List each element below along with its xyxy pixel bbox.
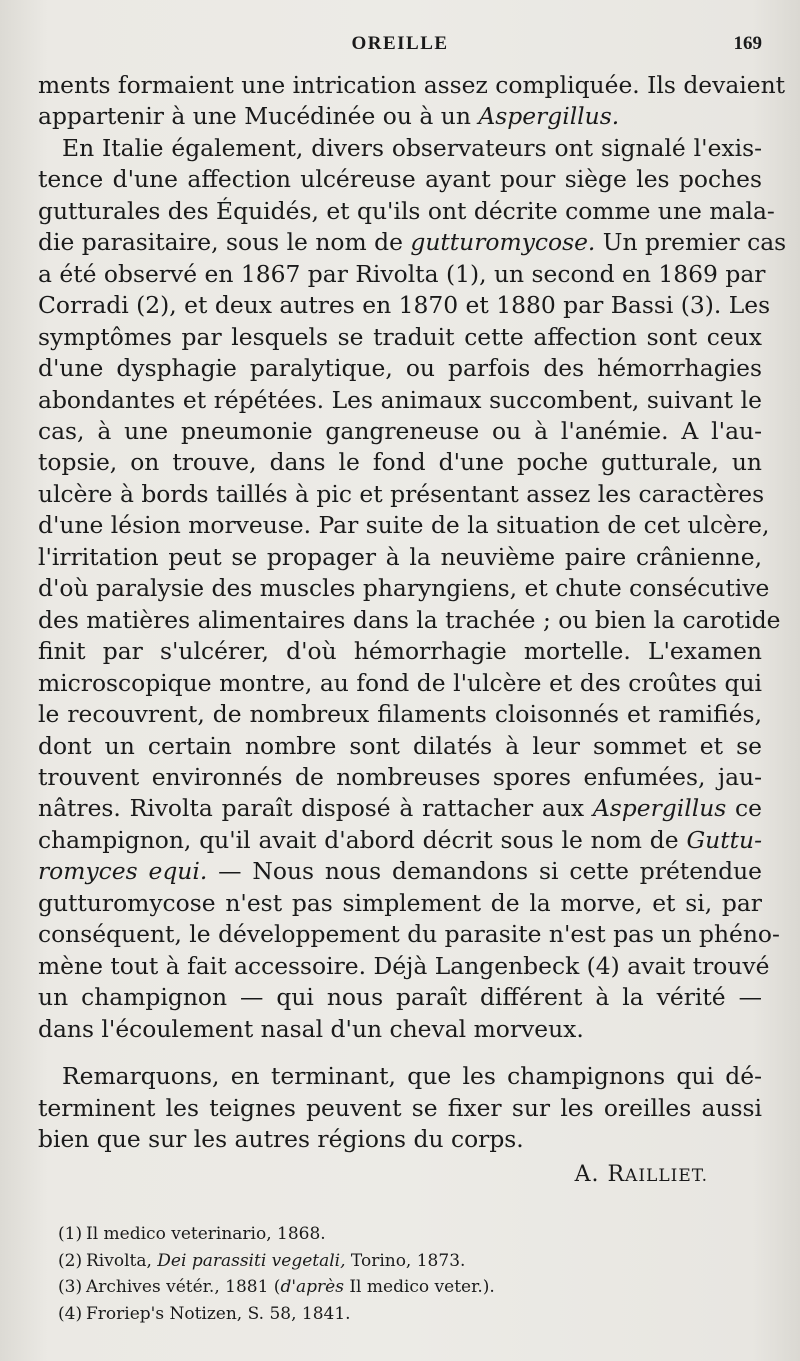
text-line: nâtres. Rivolta paraît disposé à rattacher aux Aspergillus ce xyxy=(38,794,762,823)
text-line: bien que sur les autres régions du corps. xyxy=(38,1124,524,1153)
text-line: a été observé en 1867 par Rivolta (1), un second en 1869 par xyxy=(38,259,766,288)
text-line: d'une lésion morveuse. Par suite de la situation de cet ulcère, xyxy=(38,511,770,540)
text-line: conséquent, le développement du parasite n'est pas un phéno- xyxy=(38,920,780,949)
text-line: d'une dysphagie paralytique, ou parfois des hémorrhagies xyxy=(38,354,762,383)
footnote: (3) Archives vétér., 1881 (d'après Il medico veter.). xyxy=(58,1277,495,1297)
text-line: dont un certain nombre sont dilatés à leur sommet et se xyxy=(38,731,762,760)
footnote: (1) Il medico veterinario, 1868. xyxy=(58,1224,326,1244)
running-head: OREILLE xyxy=(351,33,449,54)
text-line: Remarquons, en terminant, que les champignons qui dé- xyxy=(62,1062,762,1091)
text-line: romyces equi. — Nous nous demandons si cette prétendue xyxy=(38,857,762,886)
text-line: l'irritation peut se propager à la neuvième paire crânienne, xyxy=(38,542,762,571)
text-line: mène tout à fait accessoire. Déjà Langenbeck (4) avait trouvé xyxy=(38,951,770,980)
text-line: abondantes et répétées. Les animaux succombent, suivant le xyxy=(38,385,762,414)
text-line: ments formaient une intrication assez compliquée. Ils devaient xyxy=(38,71,786,99)
text-line: cas, à une pneumonie gangreneuse ou à l'anémie. A l'au- xyxy=(38,416,762,445)
text-line: topsie, on trouve, dans le fond d'une poche gutturale, un xyxy=(38,448,762,477)
page-number: 169 xyxy=(733,33,762,54)
text-line: die parasitaire, sous le nom de gutturomycose. Un premier cas xyxy=(38,228,787,257)
page-header xyxy=(38,33,762,57)
text-line: champignon, qu'il avait d'abord décrit sous le nom de Guttu- xyxy=(38,825,762,854)
text-line: En Italie également, divers observateurs ont signalé l'exis- xyxy=(62,133,762,162)
text-line: microscopique montre, au fond de l'ulcère et des croûtes qui xyxy=(38,668,762,697)
body-text xyxy=(38,70,787,1155)
text-line: des matières alimentaires dans la trachée ; ou bien la carotide xyxy=(38,605,781,634)
text-line: Corradi (2), et deux autres en 1870 et 1880 par Bassi (3). Les xyxy=(38,291,771,320)
text-line: gutturomycose n'est pas simplement de la morve, et si, par xyxy=(38,888,762,917)
text-line: tence d'une affection ulcéreuse ayant pour siège les poches xyxy=(38,165,762,194)
author-signature: A. RAILLIET. xyxy=(574,1162,708,1187)
text-line: appartenir à une Mucédinée ou à un Aspergillus. xyxy=(38,102,620,131)
text-line: gutturales des Équidés, et qu'ils ont décrite comme une mala- xyxy=(38,196,775,225)
text-line: d'où paralysie des muscles pharyngiens, et chute consécutive xyxy=(38,574,770,603)
text-line: finit par s'ulcérer, d'où hémorrhagie mortelle. L'examen xyxy=(38,637,762,666)
text-line: terminent les teignes peuvent se fixer sur les oreilles aussi xyxy=(38,1093,762,1122)
text-line: un champignon — qui nous paraît différent à la vérité — xyxy=(38,983,762,1012)
text-line: ulcère à bords taillés à pic et présentant assez les caractères xyxy=(38,479,765,508)
footnote: (4) Froriep's Notizen, S. 58, 1841. xyxy=(58,1303,351,1324)
text-line: dans l'écoulement nasal d'un cheval morveux. xyxy=(38,1014,584,1043)
footnotes xyxy=(58,1221,678,1327)
text-line: trouvent environnés de nombreuses spores enfumées, jau- xyxy=(38,762,762,791)
text-line: le recouvrent, de nombreux filaments cloisonnés et ramifiés, xyxy=(38,700,762,729)
text-line: symptômes par lesquels se traduit cette affection sont ceux xyxy=(38,322,762,351)
footnote: (2) Rivolta, Dei parassiti vegetali, Torino, 1873. xyxy=(58,1250,466,1271)
